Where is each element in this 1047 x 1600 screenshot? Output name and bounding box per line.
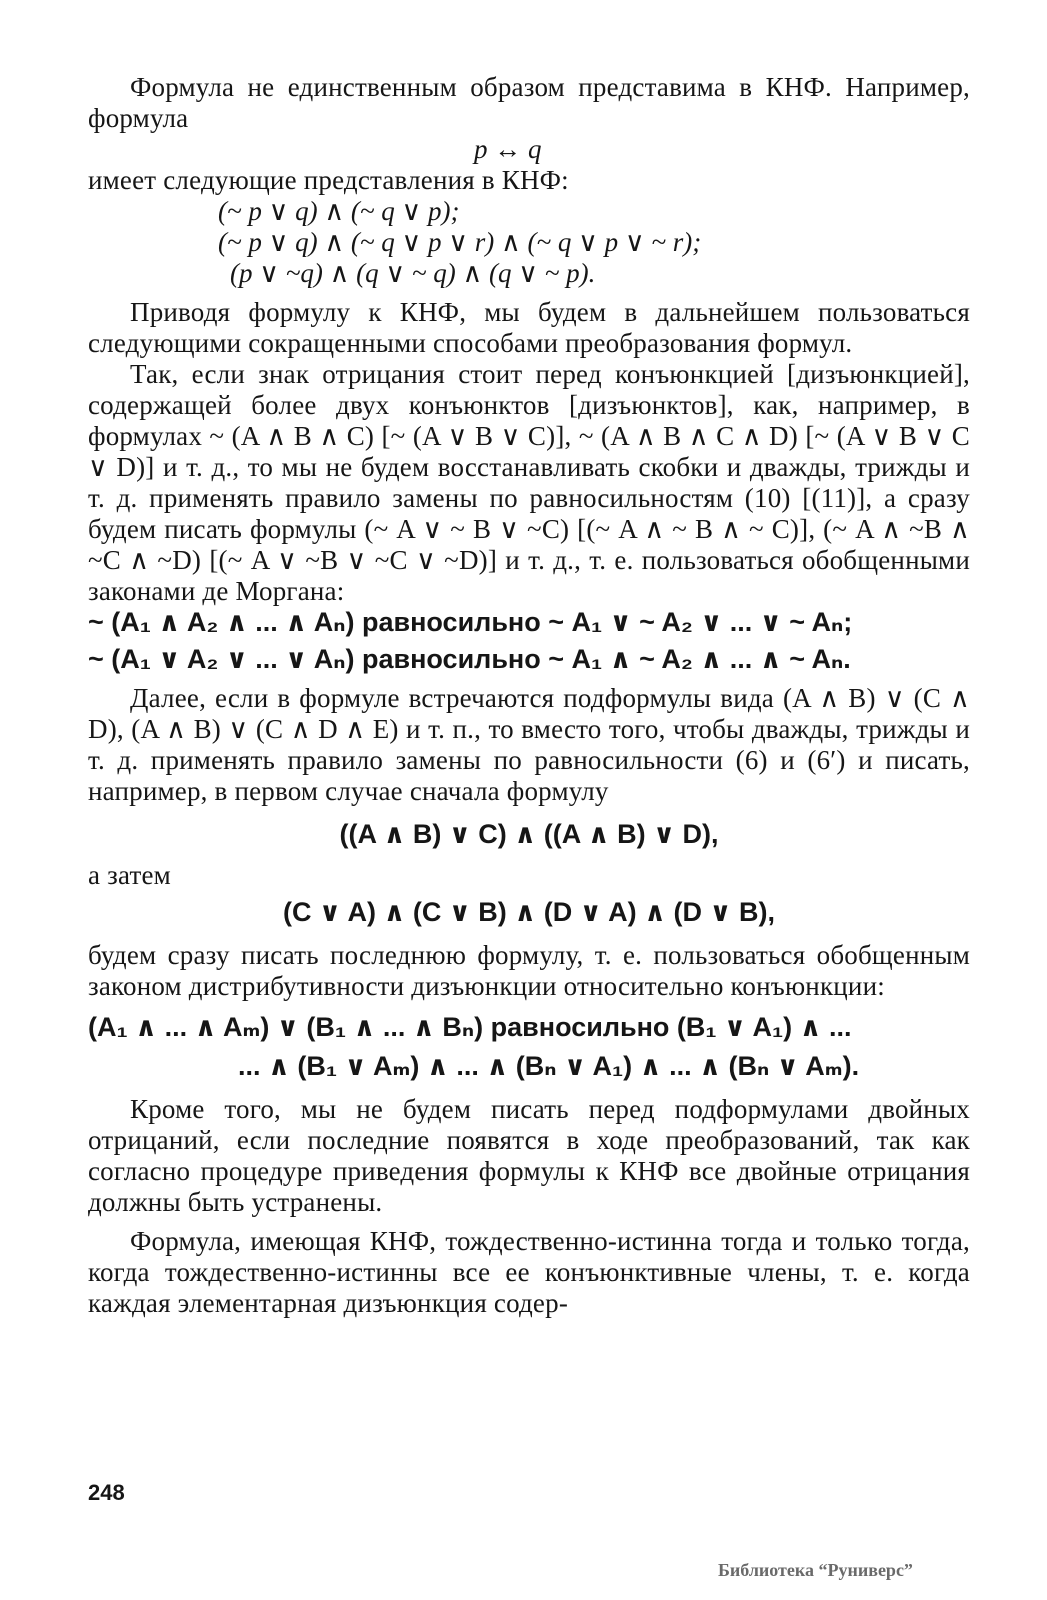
- paragraph: Кроме того, мы не будем писать перед подформулами двойных отрицаний, если последние появятся в ходе преобразований, так как согласно процедуре приведения формулы к КНФ все двойные отрицания должны быть устранены.: [88, 1094, 970, 1217]
- formula: (p ∨ ~q) ∧ (q ∨ ~ q) ∧ (q ∨ ~ p).: [230, 258, 596, 288]
- formula: p ↔ q: [474, 134, 542, 164]
- paragraph: а затем: [88, 860, 171, 890]
- paragraph: Формула, имеющая КНФ, тождественно-истинна тогда и только тогда, когда тождественно-истинны все ее конъюнктивные члены, т. е. когда каждая элементарная дизъюнкция содер-: [88, 1226, 970, 1318]
- formula: (~ p ∨ q) ∧ (~ q ∨ p ∨ r) ∧ (~ q ∨ p ∨ ~ r);: [218, 227, 702, 257]
- formula: ~ (A₁ ∨ A₂ ∨ ... ∨ Aₙ) равносильно ~ A₁ ∧ ~ A₂ ∧ ... ∧ ~ Aₙ.: [88, 644, 851, 674]
- library-footer: Библиотека “Руниверс”: [718, 1560, 913, 1580]
- paragraph: Формула не единственным образом представима в КНФ. Например, формула: [88, 72, 970, 133]
- formula: (~ p ∨ q) ∧ (~ q ∨ p);: [218, 196, 460, 226]
- formula: ((A ∧ B) ∨ C) ∧ ((A ∧ B) ∨ D),: [339, 819, 719, 849]
- paragraph: Далее, если в формуле встречаются подформулы вида (A ∧ B) ∨ (C ∧ D), (A ∧ B) ∨ (C ∧ D ∧ E) и т. п., то вместо того, чтобы дважды, трижды и т. д. применять правило замены по равносильности (6) и (6′) и писать, например, в первом случае сначала формулу: [88, 683, 970, 806]
- formula: ... ∧ (B₁ ∨ Aₘ) ∧ ... ∧ (Bₙ ∨ A₁) ∧ ... ∧ (Bₙ ∨ Aₘ).: [238, 1051, 860, 1081]
- paragraph: Приводя формулу к КНФ, мы будем в дальнейшем пользоваться следующими сокращенными способами преобразования формул.: [88, 297, 970, 358]
- page-number: 248: [88, 1480, 125, 1505]
- paragraph: будем сразу писать последнюю формулу, т. е. пользоваться обобщенным законом дистрибутивности дизъюнкции относительно конъюнкции:: [88, 940, 970, 1001]
- formula: (C ∨ A) ∧ (C ∨ B) ∧ (D ∨ A) ∧ (D ∨ B),: [283, 897, 775, 927]
- paragraph: имеет следующие представления в КНФ:: [88, 165, 569, 195]
- formula: ~ (A₁ ∧ A₂ ∧ ... ∧ Aₙ) равносильно ~ A₁ ∨ ~ A₂ ∨ ... ∨ ~ Aₙ;: [88, 607, 853, 637]
- paragraph: Так, если знак отрицания стоит перед конъюнкцией [дизъюнкцией], содержащей более двух конъюнктов [дизъюнктов], как, например, в формулах ~ (A ∧ B ∧ C) [~ (A ∨ B ∨ C)], ~ (A ∧ B ∧ C ∧ D) [~ (A ∨ B ∨ C ∨ D)] и т. д., то мы не будем восстанавливать скобки и дважды, трижды и т. д. применять правило замены по равносильностям (10) [(11)], а сразу будем писать формулы (~ A ∨ ~ B ∨ ~C) [(~ A ∧ ~ B ∧ ~ C)], (~ A ∧ ~B ∧ ~C ∧ ~D) [(~ A ∨ ~B ∨ ~C ∨ ~D)] и т. д., т. е. пользоваться обобщенными законами де Моргана:: [88, 359, 970, 606]
- formula: (A₁ ∧ ... ∧ Aₘ) ∨ (B₁ ∧ ... ∧ Bₙ) равносильно (B₁ ∨ A₁) ∧ ...: [88, 1012, 852, 1042]
- page-body: [88, 72, 970, 1319]
